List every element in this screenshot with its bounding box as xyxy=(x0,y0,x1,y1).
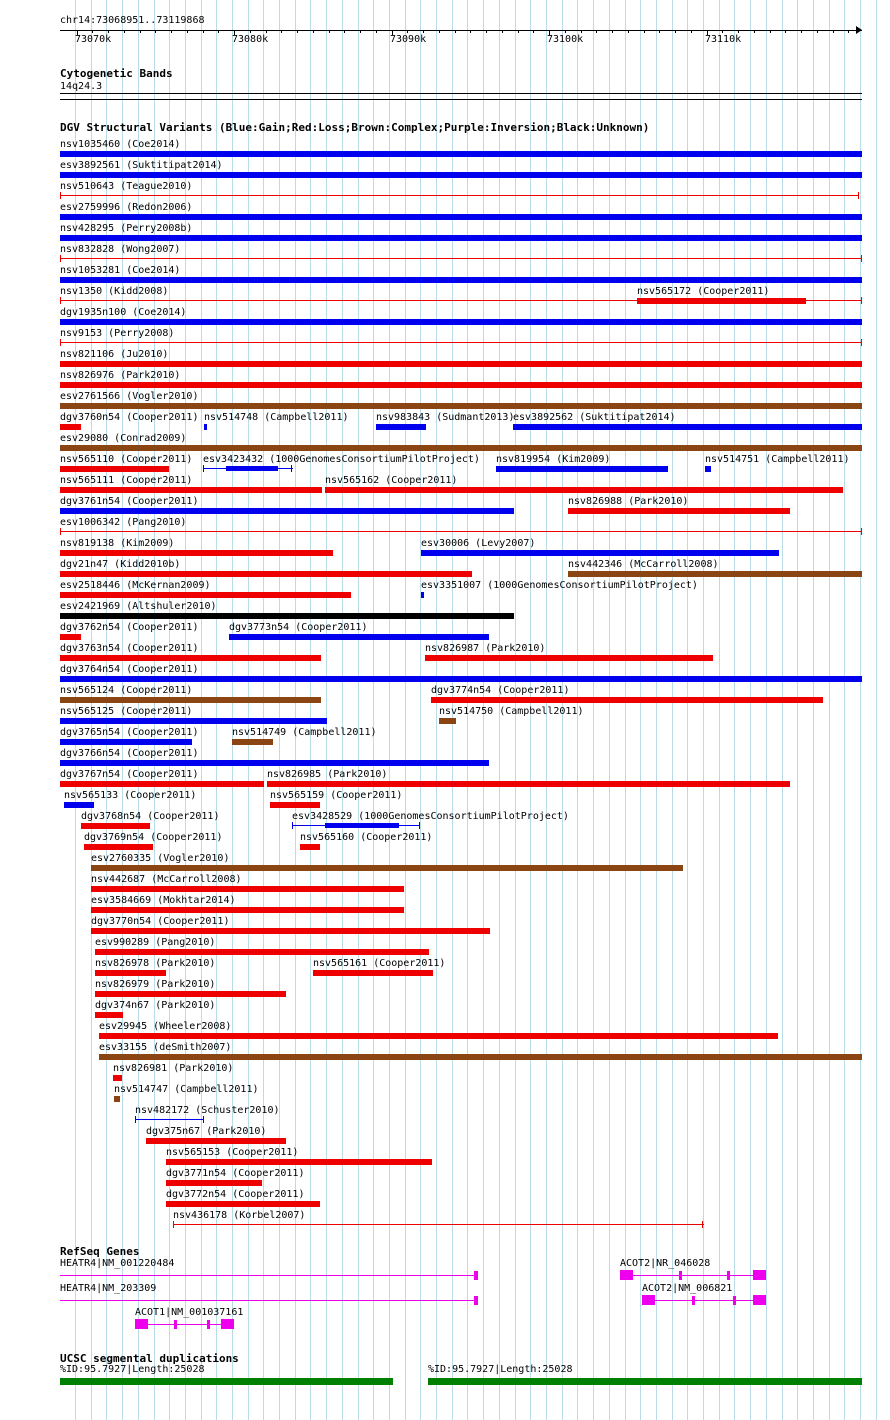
gene-exon[interactable] xyxy=(727,1271,730,1280)
gene-exon[interactable] xyxy=(679,1271,682,1280)
sv-feature-label[interactable]: nsv819954 (Kim2009) xyxy=(496,454,611,465)
ruler-tick-label: 73070k xyxy=(75,34,112,45)
sv-feature-bar[interactable] xyxy=(60,403,862,409)
segdup-bar[interactable] xyxy=(60,1378,393,1385)
sv-feature-label[interactable]: esv3892562 (Suktitipat2014) xyxy=(513,412,676,423)
gene-exon[interactable] xyxy=(221,1319,234,1329)
sv-feature-label[interactable]: nsv826985 (Park2010) xyxy=(267,769,388,780)
ruler-minor-tick xyxy=(754,30,755,33)
sv-feature-bar[interactable] xyxy=(91,907,404,913)
gene-label[interactable]: HEATR4|NM_001220484 xyxy=(60,1258,175,1269)
sv-feature-bar[interactable] xyxy=(496,466,668,472)
sv-feature-bar[interactable] xyxy=(60,277,862,283)
sv-feature-label[interactable]: dgv3762n54 (Cooper2011) xyxy=(60,622,199,633)
sv-feature-bar[interactable] xyxy=(91,886,404,892)
sv-feature-bar[interactable] xyxy=(229,634,489,640)
gene-exon[interactable] xyxy=(692,1296,695,1305)
ruler-minor-tick xyxy=(549,30,550,33)
sv-feature-label[interactable]: esv2421969 (Altshuler2010) xyxy=(60,601,217,612)
sv-feature-bar[interactable] xyxy=(637,298,806,304)
sv-feature-bar[interactable] xyxy=(60,739,192,745)
sv-feature-end xyxy=(60,255,61,262)
ruler-minor-tick xyxy=(596,30,597,33)
grid-line xyxy=(342,0,343,1420)
grid-line xyxy=(279,0,280,1420)
sv-feature-label[interactable]: dgv21n47 (Kidd2010b) xyxy=(60,559,181,570)
sv-feature-label[interactable]: nsv482172 (Schuster2010) xyxy=(135,1105,280,1116)
ruler-minor-tick xyxy=(423,30,424,33)
ruler-tick-label: 73100k xyxy=(547,34,584,45)
ruler-minor-tick xyxy=(218,30,219,33)
ruler-minor-tick xyxy=(470,30,471,33)
sv-feature-bar[interactable] xyxy=(95,949,429,955)
sv-feature-label[interactable]: dgv3766n54 (Cooper2011) xyxy=(60,748,199,759)
sv-feature-bar[interactable] xyxy=(64,802,94,808)
ruler-minor-tick xyxy=(518,30,519,33)
sv-feature-end xyxy=(858,192,859,199)
sv-feature-label[interactable]: nsv565153 (Cooper2011) xyxy=(166,1147,299,1158)
grid-line xyxy=(719,0,720,1420)
sv-feature-bar[interactable] xyxy=(376,424,426,430)
sv-feature-bar[interactable] xyxy=(60,760,489,766)
ruler-minor-tick xyxy=(738,30,739,33)
sv-feature-label[interactable]: esv2759996 (Redon2006) xyxy=(60,202,193,213)
sv-feature-label[interactable]: esv3584669 (Mokhtar2014) xyxy=(91,895,236,906)
sv-feature-label[interactable]: nsv826988 (Park2010) xyxy=(568,496,689,507)
sv-feature-bar[interactable] xyxy=(60,781,264,787)
grid-line xyxy=(625,0,626,1420)
grid-line xyxy=(750,0,751,1420)
grid-line xyxy=(216,0,217,1420)
gene-intron-line xyxy=(135,1324,234,1325)
gene-label[interactable]: ACOT1|NM_001037161 xyxy=(135,1307,244,1318)
sv-feature-label[interactable]: nsv983843 (Sudmant2013) xyxy=(376,412,515,423)
ruler-minor-tick xyxy=(455,30,456,33)
ruler-minor-tick xyxy=(77,30,78,33)
sv-feature-label[interactable]: nsv826979 (Park2010) xyxy=(95,979,216,990)
sv-feature-line[interactable] xyxy=(60,258,862,259)
grid-line xyxy=(609,0,610,1420)
sv-feature-bar[interactable] xyxy=(60,697,321,703)
gene-exon[interactable] xyxy=(733,1296,736,1305)
sv-feature-label[interactable]: nsv565160 (Cooper2011) xyxy=(300,832,433,843)
sv-feature-end xyxy=(60,192,61,199)
sv-feature-bar[interactable] xyxy=(60,676,862,682)
sv-feature-bar[interactable] xyxy=(60,235,862,241)
sv-feature-bar[interactable] xyxy=(99,1033,778,1039)
ruler-minor-tick xyxy=(392,30,393,33)
sv-feature-end xyxy=(60,339,61,346)
ruler-minor-tick xyxy=(297,30,298,33)
sv-feature-bar[interactable] xyxy=(81,823,150,829)
sv-feature-label[interactable]: esv2518446 (McKernan2009) xyxy=(60,580,211,591)
ruler-minor-tick xyxy=(722,30,723,33)
grid-line xyxy=(358,0,359,1420)
sv-feature-bar[interactable] xyxy=(300,844,320,850)
gene-intron-line xyxy=(642,1300,766,1301)
sv-feature-label[interactable]: esv2760335 (Vogler2010) xyxy=(91,853,230,864)
sv-feature-bar[interactable] xyxy=(84,844,153,850)
gene-exon[interactable] xyxy=(753,1270,766,1280)
grid-line xyxy=(829,0,830,1420)
sv-feature-label[interactable]: nsv9153 (Perry2008) xyxy=(60,328,175,339)
sv-feature-bar[interactable] xyxy=(60,655,321,661)
sv-feature-bar[interactable] xyxy=(204,424,207,430)
ruler-minor-tick xyxy=(533,30,534,33)
ruler-minor-tick xyxy=(785,30,786,33)
sv-feature-end xyxy=(861,339,862,346)
sv-feature-label[interactable]: dgv1935n100 (Coe2014) xyxy=(60,307,187,318)
sv-feature-bar[interactable] xyxy=(166,1180,262,1186)
segdup-label[interactable]: %ID:95.7927|Length:25028 xyxy=(428,1364,573,1375)
sv-feature-label[interactable]: dgv3767n54 (Cooper2011) xyxy=(60,769,199,780)
sv-feature-label[interactable]: esv1006342 (Pang2010) xyxy=(60,517,187,528)
gene-exon[interactable] xyxy=(474,1296,478,1305)
ruler-minor-tick xyxy=(612,30,613,33)
sv-feature-label[interactable]: nsv565133 (Cooper2011) xyxy=(64,790,197,801)
sv-feature-label[interactable]: nsv565161 (Cooper2011) xyxy=(313,958,446,969)
sv-feature-end xyxy=(60,528,61,535)
ruler-minor-tick xyxy=(155,30,156,33)
sv-feature-bar[interactable] xyxy=(60,172,862,178)
grid-line xyxy=(687,0,688,1420)
sv-feature-label[interactable]: nsv514751 (Campbell2011) xyxy=(705,454,850,465)
sv-feature-label[interactable]: dgv3771n54 (Cooper2011) xyxy=(166,1168,305,1179)
grid-line xyxy=(405,0,406,1420)
sv-feature-bar[interactable] xyxy=(113,1075,122,1081)
sv-feature-label[interactable]: nsv821106 (Ju2010) xyxy=(60,349,169,360)
ruler-minor-tick xyxy=(281,30,282,33)
ruler-minor-tick xyxy=(92,30,93,33)
sv-feature-label[interactable]: nsv826987 (Park2010) xyxy=(425,643,546,654)
sv-feature-label[interactable]: nsv514747 (Campbell2011) xyxy=(114,1084,259,1095)
grid-line xyxy=(295,0,296,1420)
cytoband-top-border xyxy=(60,93,862,94)
sv-feature-end xyxy=(861,297,862,304)
sv-feature-label[interactable]: dgv3761n54 (Cooper2011) xyxy=(60,496,199,507)
sv-feature-label[interactable]: nsv826978 (Park2010) xyxy=(95,958,216,969)
sv-feature-label[interactable]: esv990289 (Pang2010) xyxy=(95,937,216,948)
sv-feature-bar[interactable] xyxy=(232,739,273,745)
segdup-bar[interactable] xyxy=(428,1378,862,1385)
sv-feature-bar[interactable] xyxy=(439,718,456,724)
sv-feature-label[interactable]: esv29945 (Wheeler2008) xyxy=(99,1021,232,1032)
sv-feature-bar[interactable] xyxy=(60,550,333,556)
sv-feature-bar[interactable] xyxy=(146,1138,286,1144)
ruler-minor-tick xyxy=(313,30,314,33)
gene-intron-line xyxy=(620,1275,766,1276)
gene-exon[interactable] xyxy=(642,1295,655,1305)
grid-line xyxy=(201,0,202,1420)
sv-feature-label[interactable]: nsv819138 (Kim2009) xyxy=(60,538,175,549)
grid-line xyxy=(640,0,641,1420)
sv-feature-label[interactable]: nsv565125 (Cooper2011) xyxy=(60,706,193,717)
ruler-minor-tick xyxy=(628,30,629,33)
grid-line xyxy=(326,0,327,1420)
sv-feature-label[interactable]: dgv3763n54 (Cooper2011) xyxy=(60,643,199,654)
sv-feature-bar[interactable] xyxy=(91,865,683,871)
sv-feature-label[interactable]: nsv565162 (Cooper2011) xyxy=(325,475,458,486)
ruler-minor-tick xyxy=(124,30,125,33)
sv-feature-bar[interactable] xyxy=(95,970,166,976)
grid-line xyxy=(373,0,374,1420)
sv-feature-label[interactable]: nsv514749 (Campbell2011) xyxy=(232,727,377,738)
ruler-minor-tick xyxy=(817,30,818,33)
cytoband-label: 14q24.3 xyxy=(60,81,103,92)
ruler-minor-tick xyxy=(801,30,802,33)
sv-feature-end xyxy=(292,822,293,829)
sv-feature-bar[interactable] xyxy=(313,970,433,976)
grid-line xyxy=(813,0,814,1420)
sv-feature-bar[interactable] xyxy=(166,1159,432,1165)
ruler-minor-tick xyxy=(833,30,834,33)
sv-feature-end xyxy=(135,1116,136,1123)
sv-feature-label[interactable]: esv3892561 (Suktitipat2014) xyxy=(60,160,223,171)
sv-feature-bar[interactable] xyxy=(325,487,843,493)
gene-exon[interactable] xyxy=(207,1320,210,1329)
sv-feature-label[interactable]: nsv826976 (Park2010) xyxy=(60,370,181,381)
refseq-track-title: RefSeq Genes xyxy=(60,1245,140,1258)
segdup-track-title: UCSC segmental duplications xyxy=(60,1352,239,1365)
gene-exon[interactable] xyxy=(620,1270,633,1280)
gene-label[interactable]: ACOT2|NM_006821 xyxy=(642,1283,733,1294)
gene-exon[interactable] xyxy=(174,1320,177,1329)
ruler-minor-tick xyxy=(140,30,141,33)
sv-feature-label[interactable]: esv3351007 (1000GenomesConsortiumPilotProject) xyxy=(421,580,698,591)
ruler-minor-tick xyxy=(848,30,849,33)
sv-feature-bar[interactable] xyxy=(60,718,327,724)
gene-exon[interactable] xyxy=(135,1319,148,1329)
sv-feature-label[interactable]: esv3423432 (1000GenomesConsortiumPilotProject) xyxy=(203,454,480,465)
ruler-tick-label: 73090k xyxy=(390,34,427,45)
grid-line xyxy=(734,0,735,1420)
grid-line xyxy=(310,0,311,1420)
ruler-axis xyxy=(60,30,862,31)
grid-line xyxy=(860,0,861,1420)
sv-feature-label[interactable]: esv29080 (Conrad2009) xyxy=(60,433,187,444)
segdup-label[interactable]: %ID:95.7927|Length:25028 xyxy=(60,1364,205,1375)
ruler-minor-tick xyxy=(171,30,172,33)
grid-line xyxy=(232,0,233,1420)
sv-feature-bar[interactable] xyxy=(226,466,278,471)
ruler-minor-tick xyxy=(203,30,204,33)
sv-feature-bar[interactable] xyxy=(270,802,320,808)
sv-feature-bar[interactable] xyxy=(99,1054,862,1060)
sv-feature-end xyxy=(419,822,420,829)
sv-feature-label[interactable]: nsv510643 (Teague2010) xyxy=(60,181,193,192)
sv-feature-label[interactable]: nsv442346 (McCarroll2008) xyxy=(568,559,719,570)
sv-feature-label[interactable]: esv33155 (deSmith2007) xyxy=(99,1042,232,1053)
ruler-minor-tick xyxy=(344,30,345,33)
grid-line xyxy=(248,0,249,1420)
sv-feature-bar[interactable] xyxy=(60,214,862,220)
sv-feature-label[interactable]: dgv3769n54 (Cooper2011) xyxy=(84,832,223,843)
sv-feature-bar[interactable] xyxy=(705,466,711,472)
sv-feature-line[interactable] xyxy=(173,1224,704,1225)
sv-feature-label[interactable]: dgv3768n54 (Cooper2011) xyxy=(81,811,220,822)
grid-line xyxy=(766,0,767,1420)
sv-feature-line[interactable] xyxy=(135,1119,204,1120)
sv-feature-label[interactable]: esv2761566 (Vogler2010) xyxy=(60,391,199,402)
ruler-minor-tick xyxy=(266,30,267,33)
grid-line xyxy=(420,0,421,1420)
sv-feature-label[interactable]: esv3428529 (1000GenomesConsortiumPilotProject) xyxy=(292,811,569,822)
sv-feature-label[interactable]: nsv1053281 (Coe2014) xyxy=(60,265,181,276)
ruler-arrow xyxy=(856,26,862,34)
ruler-minor-tick xyxy=(644,30,645,33)
ruler-tick-label: 73110k xyxy=(705,34,742,45)
sv-feature-bar[interactable] xyxy=(568,508,790,514)
sv-feature-end xyxy=(702,1221,703,1228)
ruler-minor-tick xyxy=(659,30,660,33)
sv-feature-bar[interactable] xyxy=(60,151,862,157)
sv-feature-bar[interactable] xyxy=(60,445,862,451)
grid-line xyxy=(844,0,845,1420)
ruler-minor-tick xyxy=(234,30,235,33)
sv-feature-bar[interactable] xyxy=(421,550,779,556)
gene-label[interactable]: HEATR4|NM_203309 xyxy=(60,1283,157,1294)
gene-label[interactable]: ACOT2|NR_046028 xyxy=(620,1258,711,1269)
sv-feature-label[interactable]: dgv3772n54 (Cooper2011) xyxy=(166,1189,305,1200)
ruler-minor-tick xyxy=(439,30,440,33)
grid-line xyxy=(797,0,798,1420)
ruler-minor-tick xyxy=(250,30,251,33)
sv-feature-bar[interactable] xyxy=(60,424,81,430)
grid-line xyxy=(593,0,594,1420)
sv-feature-bar[interactable] xyxy=(431,697,823,703)
grid-line xyxy=(656,0,657,1420)
grid-line xyxy=(703,0,704,1420)
sv-feature-bar[interactable] xyxy=(425,655,713,661)
gene-exon[interactable] xyxy=(474,1271,478,1280)
sv-feature-bar[interactable] xyxy=(60,508,514,514)
sv-feature-bar[interactable] xyxy=(60,634,81,640)
sv-feature-bar[interactable] xyxy=(513,424,862,430)
sv-feature-label[interactable]: nsv442687 (McCarroll2008) xyxy=(91,874,242,885)
grid-line xyxy=(389,0,390,1420)
sv-feature-label[interactable]: nsv428295 (Perry2008b) xyxy=(60,223,193,234)
sv-feature-bar[interactable] xyxy=(325,823,399,828)
cytoband-bottom-border xyxy=(60,99,862,100)
sv-feature-bar[interactable] xyxy=(114,1096,120,1102)
sv-feature-bar[interactable] xyxy=(267,781,790,787)
ruler-minor-tick xyxy=(502,30,503,33)
grid-line xyxy=(436,0,437,1420)
sv-feature-bar[interactable] xyxy=(60,319,862,325)
sv-feature-bar[interactable] xyxy=(60,592,351,598)
sv-feature-label[interactable]: nsv826981 (Park2010) xyxy=(113,1063,234,1074)
ruler-minor-tick xyxy=(581,30,582,33)
grid-line xyxy=(782,0,783,1420)
ruler-minor-tick xyxy=(360,30,361,33)
sv-feature-label[interactable]: nsv565124 (Cooper2011) xyxy=(60,685,193,696)
sv-feature-bar[interactable] xyxy=(60,466,169,472)
sv-feature-label[interactable]: nsv565172 (Cooper2011) xyxy=(637,286,770,297)
ruler-minor-tick xyxy=(707,30,708,33)
sv-feature-bar[interactable] xyxy=(421,592,424,598)
sv-feature-line[interactable] xyxy=(60,195,859,196)
ruler-minor-tick xyxy=(770,30,771,33)
ruler-tick-label: 73080k xyxy=(232,34,269,45)
sv-feature-label[interactable]: dgv375n67 (Park2010) xyxy=(146,1126,267,1137)
sv-feature-label[interactable]: nsv565110 (Cooper2011) xyxy=(60,454,193,465)
grid-line xyxy=(876,0,877,1420)
sv-feature-end xyxy=(60,297,61,304)
sv-feature-end xyxy=(203,1116,204,1123)
sv-feature-label[interactable]: dgv3764n54 (Cooper2011) xyxy=(60,664,199,675)
gene-exon[interactable] xyxy=(753,1295,766,1305)
sv-feature-bar[interactable] xyxy=(60,487,322,493)
sv-feature-bar[interactable] xyxy=(60,571,472,577)
sv-feature-label[interactable]: nsv514750 (Campbell2011) xyxy=(439,706,584,717)
sv-feature-line[interactable] xyxy=(60,342,862,343)
ruler-minor-tick xyxy=(675,30,676,33)
sv-feature-bar[interactable] xyxy=(95,991,286,997)
sv-feature-label[interactable]: dgv3770n54 (Cooper2011) xyxy=(91,916,230,927)
sv-feature-end xyxy=(861,528,862,535)
dgv-track-title: DGV Structural Variants (Blue:Gain;Red:Loss;Brown:Complex;Purple:Inversion;Black:Unknown) xyxy=(60,121,650,134)
sv-feature-label[interactable]: nsv565159 (Cooper2011) xyxy=(270,790,403,801)
sv-feature-label[interactable]: nsv832828 (Wong2007) xyxy=(60,244,181,255)
sv-feature-label[interactable]: nsv514748 (Campbell2011) xyxy=(204,412,349,423)
locus-label: chr14:73068951..73119868 xyxy=(60,15,205,26)
ruler-minor-tick xyxy=(376,30,377,33)
sv-feature-bar[interactable] xyxy=(166,1201,320,1207)
sv-feature-label[interactable]: dgv3773n54 (Cooper2011) xyxy=(229,622,368,633)
sv-feature-bar[interactable] xyxy=(60,613,514,619)
ruler-minor-tick xyxy=(565,30,566,33)
ruler-minor-tick xyxy=(691,30,692,33)
sv-feature-bar[interactable] xyxy=(60,361,862,367)
sv-feature-label[interactable]: nsv565111 (Cooper2011) xyxy=(60,475,193,486)
sv-feature-bar[interactable] xyxy=(568,571,862,577)
ruler-minor-tick xyxy=(407,30,408,33)
sv-feature-label[interactable]: dgv3765n54 (Cooper2011) xyxy=(60,727,199,738)
sv-feature-label[interactable]: esv30006 (Levy2007) xyxy=(421,538,536,549)
sv-feature-end xyxy=(173,1221,174,1228)
ruler-minor-tick xyxy=(329,30,330,33)
ruler-minor-tick xyxy=(108,30,109,33)
sv-feature-bar[interactable] xyxy=(60,382,862,388)
sv-feature-end xyxy=(291,465,292,472)
grid-line xyxy=(263,0,264,1420)
sv-feature-bar[interactable] xyxy=(91,928,490,934)
sv-feature-label[interactable]: nsv1035460 (Coe2014) xyxy=(60,139,181,150)
sv-feature-end xyxy=(203,465,204,472)
sv-feature-label[interactable]: nsv1350 (Kidd2008) xyxy=(60,286,169,297)
sv-feature-line[interactable] xyxy=(60,531,862,532)
cytoband-track-title: Cytogenetic Bands xyxy=(60,67,173,80)
gene-intron-line xyxy=(60,1300,478,1301)
ruler-minor-tick xyxy=(486,30,487,33)
grid-line xyxy=(672,0,673,1420)
ruler-minor-tick xyxy=(187,30,188,33)
sv-feature-label[interactable]: dgv3774n54 (Cooper2011) xyxy=(431,685,570,696)
sv-feature-end xyxy=(861,255,862,262)
gene-intron-line xyxy=(60,1275,478,1276)
sv-feature-label[interactable]: nsv436178 (Korbel2007) xyxy=(173,1210,306,1221)
sv-feature-bar[interactable] xyxy=(95,1012,123,1018)
sv-feature-label[interactable]: dgv374n67 (Park2010) xyxy=(95,1000,216,1011)
sv-feature-label[interactable]: dgv3760n54 (Cooper2011) xyxy=(60,412,199,423)
